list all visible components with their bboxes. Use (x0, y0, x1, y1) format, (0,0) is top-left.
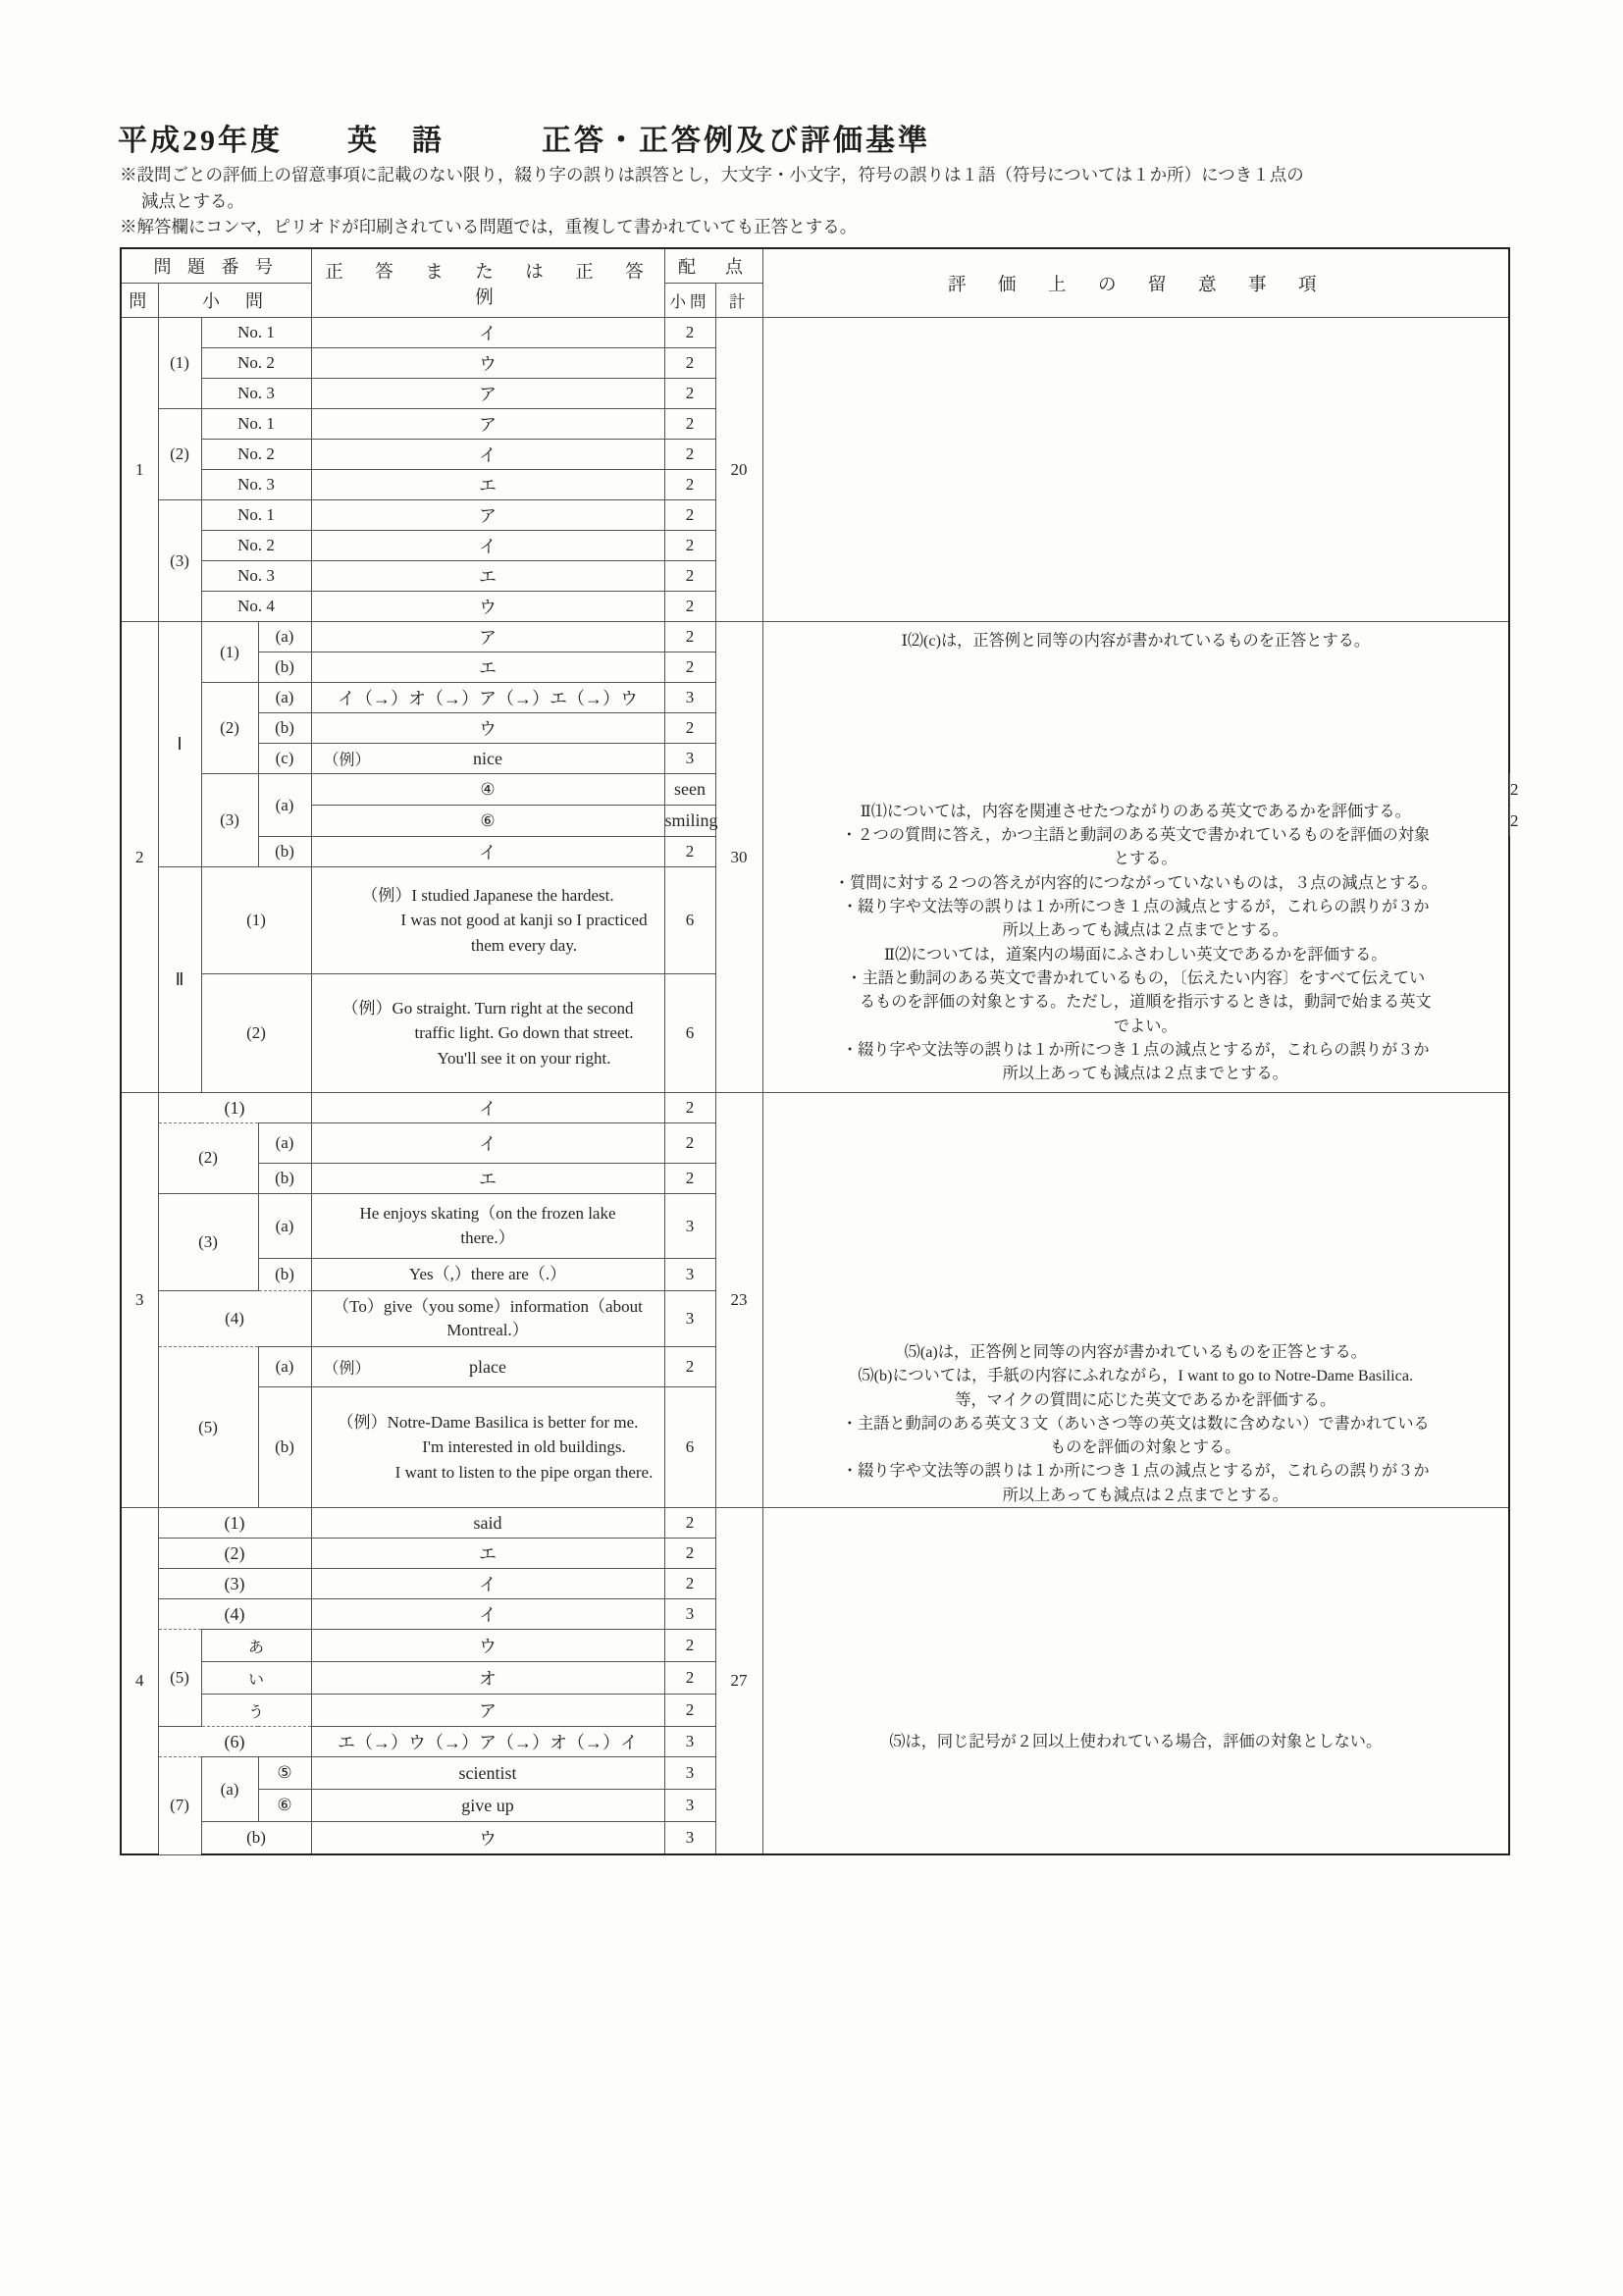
answer-cell: Yes（,）there are（.） (311, 1259, 664, 1291)
answer-cell: エ (311, 561, 664, 592)
answer-cell: smiling (664, 806, 715, 837)
sub-label: う (201, 1695, 311, 1727)
answer-line: I'm interested in old buildings. (422, 1437, 626, 1457)
answer-cell (311, 1193, 664, 1259)
remark-line: ・質問に対する２つの答えが内容的につながっていないものは，３点の減点とする。 (833, 873, 1438, 892)
table-row (121, 1508, 1509, 1539)
points-cell: 2 (664, 1123, 715, 1164)
sub-label: (b) (258, 837, 311, 867)
answer-cell: ア (311, 1695, 664, 1727)
group-label: (7) (158, 1757, 201, 1855)
sub-label: (b) (201, 1822, 311, 1855)
sub-label: (a) (258, 774, 311, 837)
points-cell: 2 (664, 622, 715, 652)
group-label: (1) (158, 318, 201, 409)
answer-line: He enjoys skating（on the frozen lake (359, 1203, 616, 1223)
answer-text: place (469, 1356, 506, 1377)
answer-cell: ア (311, 500, 664, 531)
example-label: （例） (323, 1360, 371, 1378)
table-row (121, 318, 1509, 348)
group-label: (5) (158, 1630, 201, 1727)
points-cell: 2 (664, 1695, 715, 1727)
points-cell: 6 (664, 974, 715, 1093)
sub-label: (b) (258, 1163, 311, 1193)
header-remarks: 評 価 上 の 留 意 事 項 (762, 248, 1509, 318)
answer-cell: ア (311, 379, 664, 409)
remark-line: ⑸(a)は，正答例と同等の内容が書かれているものを正答とする。 (904, 1343, 1367, 1361)
group-label: (3) (201, 774, 258, 867)
answer-cell: ア (311, 409, 664, 440)
answer-cell: scientist (311, 1757, 664, 1790)
remarks-cell-3 (762, 1093, 1509, 1508)
answer-cell (311, 1387, 664, 1508)
points-cell: 6 (664, 1387, 715, 1508)
remark-line: 等，マイクの質問に応じた英文であるかを評価する。 (955, 1390, 1336, 1409)
header-points-sub: 小問 (664, 284, 715, 318)
group-label: (2) (158, 1123, 258, 1194)
sub2-label: ⑥ (311, 806, 664, 837)
answer-cell: said (311, 1508, 664, 1539)
remark-line: ・主語と動詞のある英文で書かれているもの，〔伝えたい内容〕をすべて伝えてい (846, 968, 1426, 987)
remarks-cell-2 (762, 622, 1509, 1093)
points-cell: 2 (664, 409, 715, 440)
example-label: （例） (323, 752, 371, 769)
answer-cell: イ (311, 318, 664, 348)
points-cell: 3 (664, 1790, 715, 1822)
points-cell: 3 (664, 1193, 715, 1259)
points-cell: 2 (664, 1662, 715, 1695)
group-label: (2) (201, 683, 258, 774)
sub-label: (b) (258, 652, 311, 683)
answer-line: （To）give（you some）information（about (333, 1296, 643, 1316)
section-total-1: 20 (715, 318, 762, 622)
answer-cell: ウ (311, 1822, 664, 1855)
remark-line: ・綴り字や文法等の誤りは１か所につき１点の減点とするが，これらの誤りが３か (841, 1462, 1430, 1481)
points-cell: 2 (664, 1093, 715, 1123)
remark-line: 所以上あっても減点は２点までとする。 (1002, 1486, 1288, 1504)
points-cell: 3 (664, 1822, 715, 1855)
answer-cell: イ（→）オ（→）ア（→）エ（→）ウ (311, 683, 664, 713)
points-cell: 2 (664, 713, 715, 744)
section-total-2: 30 (715, 622, 762, 1093)
answer-cell: イ (311, 440, 664, 470)
sub-label: (c) (258, 744, 311, 774)
group-label: (5) (158, 1347, 258, 1508)
header-notes (120, 162, 1523, 240)
remarks-cell-1 (762, 318, 1509, 622)
points-cell: 2 (664, 348, 715, 379)
group-label: (4) (158, 1599, 311, 1630)
sub-label: No. 2 (201, 531, 311, 561)
group-label: (2) (158, 409, 201, 500)
answer-line: I was not good at kanji so I practiced (400, 911, 648, 930)
points-cell: 2 (664, 1630, 715, 1662)
answer-line: I studied Japanese the hardest. (411, 885, 614, 905)
remark-line: でよい。 (1113, 1017, 1178, 1035)
header-shou: 小 問 (158, 284, 311, 318)
points-cell: 3 (664, 744, 715, 774)
remark-line: ・綴り字や文法等の誤りは１か所につき１点の減点とするが，これらの誤りが３か (841, 1040, 1430, 1059)
points-cell: 2 (664, 379, 715, 409)
group-label: (3) (158, 1193, 258, 1291)
answer-cell: ウ (311, 592, 664, 622)
answer-cell (311, 744, 664, 774)
sub-label: (b) (258, 713, 311, 744)
answer-cell: give up (311, 1790, 664, 1822)
group-label: (1) (158, 1093, 311, 1123)
points-cell: 3 (664, 1757, 715, 1790)
points-cell: 3 (664, 683, 715, 713)
answer-line: Go straight. Turn right at the second (392, 998, 634, 1018)
remark-line: ・主語と動詞のある英文３文（あいさつ等の英文は数に含めない）で書かれている (841, 1414, 1430, 1433)
sub-label: (a) (258, 1123, 311, 1164)
sub-label: あ (201, 1630, 311, 1662)
sub-label: (b) (258, 1387, 311, 1508)
header-dai: 問 (121, 284, 158, 318)
answer-line: You'll see it on your right. (437, 1048, 611, 1068)
answer-line: them every day. (471, 935, 577, 955)
table-row (121, 622, 1509, 652)
points-cell: 2 (664, 531, 715, 561)
points-cell: 2 (664, 1569, 715, 1599)
remarks-cell-4 (762, 1508, 1509, 1855)
answer-cell: エ (311, 1163, 664, 1193)
answer-cell: エ (311, 1539, 664, 1569)
sub-label: い (201, 1662, 311, 1695)
answer-cell (311, 1291, 664, 1347)
remark-line: ⑸(b)については，手紙の内容にふれながら，I want to go to Notre-Dame Basilica. (858, 1367, 1414, 1385)
answer-line: I want to listen to the pipe organ there. (394, 1462, 654, 1482)
group-label: (3) (158, 1569, 311, 1599)
answer-key-table (120, 247, 1519, 1855)
sub-label: No. 3 (201, 561, 311, 592)
sub2-label: ⑤ (258, 1757, 311, 1790)
header-note-1-cont: 減点とする。 (141, 190, 244, 211)
sub-label: (a) (258, 622, 311, 652)
section-total-4: 27 (715, 1508, 762, 1855)
answer-line: Notre-Dame Basilica is better for me. (387, 1412, 639, 1432)
sub-label: No. 1 (201, 318, 311, 348)
header-note-1: ※設問ごとの評価上の留意事項に記載のない限り，綴り字の誤りは誤答とし，大文字・小文字，符号の誤りは１語（符号については１か所）につき１点の (120, 165, 1304, 184)
group-label: (2) (201, 974, 311, 1093)
sub-label: No. 2 (201, 348, 311, 379)
remark-line: Ⅱ⑵については，道案内の場面にふさわしい英文であるかを評価する。 (884, 945, 1387, 964)
answer-cell (311, 974, 664, 1093)
points-cell: 2 (664, 592, 715, 622)
part-label-I: Ⅰ (158, 622, 201, 867)
points-cell: 3 (664, 1291, 715, 1347)
points-cell: 2 (664, 652, 715, 683)
remark-line: ・綴り字や文法等の誤りは１か所につき１点の減点とするが，これらの誤りが３か (841, 898, 1430, 916)
header-points-total: 計 (715, 284, 762, 318)
answer-cell: イ (311, 837, 664, 867)
answer-cell: オ (311, 1662, 664, 1695)
answer-cell (311, 867, 664, 974)
answer-cell: ウ (311, 713, 664, 744)
group-label: (4) (158, 1291, 311, 1347)
sub-label: (a) (201, 1757, 258, 1822)
answer-cell: イ (311, 1599, 664, 1630)
points-cell: 3 (664, 1259, 715, 1291)
example-label: （例） (361, 885, 412, 905)
answer-cell: ウ (311, 348, 664, 379)
points-cell: 2 (664, 318, 715, 348)
answer-cell (311, 1347, 664, 1387)
group-label: (1) (201, 867, 311, 974)
sub2-label: ④ (311, 774, 664, 806)
points-cell: 2 (664, 837, 715, 867)
remark-line: るものを評価の対象とする。ただし，道順を指示するときは，動詞で始まる英文 (859, 993, 1432, 1012)
answer-cell: イ (311, 1123, 664, 1164)
points-cell: 6 (664, 867, 715, 974)
section-total-3: 23 (715, 1093, 762, 1508)
points-cell: 2 (664, 470, 715, 500)
remark-line: ものを評価の対象とする。 (1050, 1438, 1241, 1457)
sub-label: No. 3 (201, 470, 311, 500)
header-points: 配 点 (664, 248, 762, 284)
remark-line: 所以上あっても減点は２点までとする。 (1002, 921, 1288, 940)
remark-line: ・２つの質問に答え，かつ主語と動詞のある英文で書かれているものを評価の対象 (841, 826, 1431, 845)
answer-text: nice (473, 748, 502, 768)
header-correct-answer: 正 答 ま た は 正 答 例 (311, 248, 664, 318)
remark-line: Ⅱ⑴については，内容を関連させたつながりのある英文であるかを評価する。 (860, 802, 1411, 820)
points-cell: 2 (664, 1347, 715, 1387)
title-block (118, 116, 1511, 159)
sub-label: (b) (258, 1259, 311, 1291)
sub-label: No. 1 (201, 409, 311, 440)
points-cell: 2 (664, 1163, 715, 1193)
example-label: （例） (337, 1412, 388, 1432)
table-row (121, 1093, 1509, 1123)
group-label: (1) (201, 622, 258, 683)
group-label: (1) (158, 1508, 311, 1539)
remark-line: Ⅰ⑵(c)は，正答例と同等の内容が書かれているものを正答とする。 (901, 631, 1371, 650)
table-row: ⑥ smiling 2 (121, 806, 1509, 837)
answer-line: traffic light. Go down that street. (414, 1023, 634, 1043)
header-question-number: 問 題 番 号 (121, 248, 311, 284)
answer-cell: イ (311, 1093, 664, 1123)
remark-line: ⑸は，同じ記号が２回以上使われている場合，評価の対象としない。 (889, 1732, 1383, 1750)
example-label: （例） (341, 998, 393, 1018)
sub-label: (a) (258, 1347, 311, 1387)
group-label: (3) (158, 500, 201, 622)
answer-cell: イ (311, 1569, 664, 1599)
points-cell: 2 (664, 561, 715, 592)
points-cell: 2 (664, 1508, 715, 1539)
sub-label: (a) (258, 683, 311, 713)
points-cell: 2 (664, 500, 715, 531)
answer-cell: エ (311, 470, 664, 500)
points-cell: 3 (664, 1727, 715, 1757)
part-label-II: Ⅱ (158, 867, 201, 1093)
answer-cell: エ（→）ウ（→）ア（→）オ（→）イ (311, 1727, 664, 1757)
group-label: (2) (158, 1539, 311, 1569)
sub-label: No. 1 (201, 500, 311, 531)
section-number-4: 4 (121, 1508, 158, 1855)
answer-line: Montreal.） (446, 1321, 529, 1340)
section-number-2: 2 (121, 622, 158, 1093)
points-cell: 2 (664, 1539, 715, 1569)
answer-cell: seen (664, 774, 715, 806)
sub-label: (a) (258, 1193, 311, 1259)
answer-cell: イ (311, 531, 664, 561)
group-label: (6) (158, 1727, 311, 1757)
answer-cell: エ (311, 652, 664, 683)
sub-label: No. 4 (201, 592, 311, 622)
sub-label: No. 2 (201, 440, 311, 470)
points-cell: 2 (664, 440, 715, 470)
answer-cell: ア (311, 622, 664, 652)
section-number-1: 1 (121, 318, 158, 622)
header-note-2: ※解答欄にコンマ，ピリオドが印刷されている問題では，重複して書かれていても正答とする。 (120, 217, 858, 237)
sub-label: No. 3 (201, 379, 311, 409)
answer-line: there.） (460, 1227, 515, 1247)
sub2-label: ⑥ (258, 1790, 311, 1822)
page-title: 平成29年度 英 語 正答・正答例及び評価基準 (118, 125, 930, 157)
answer-cell: ウ (311, 1630, 664, 1662)
table-header-row-1 (121, 248, 1509, 284)
table-row: (3) (a) ④ seen 2 (121, 774, 1509, 806)
section-number-3: 3 (121, 1093, 158, 1508)
points-cell: 3 (664, 1599, 715, 1630)
remark-line: とする。 (1113, 850, 1178, 868)
remark-line: 所以上あっても減点は２点までとする。 (1002, 1065, 1288, 1083)
